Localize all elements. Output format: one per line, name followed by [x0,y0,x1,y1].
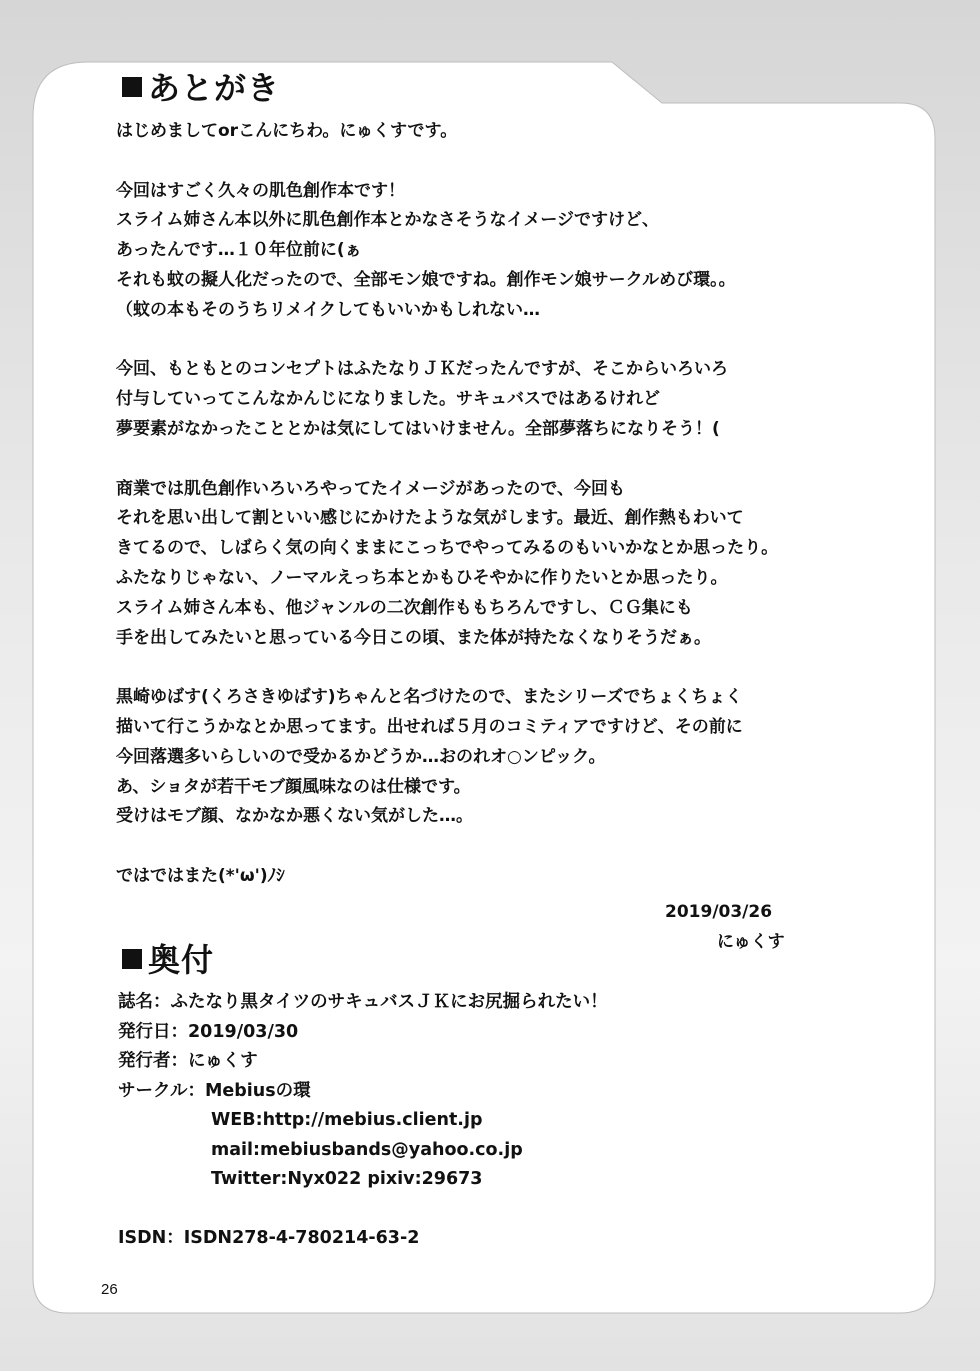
afterword-line: ではではまた(*'ω')ﾉｼ [116,865,285,886]
colophon-issue-date: 発行日：2019/03/30 [118,1021,299,1042]
afterword-line: 今回、もともとのコンセプトはふたなりＪＫだったんですが、そこからいろいろ [116,359,728,380]
colophon-title: 誌名：ふたなり黒タイツのサキュバスＪＫにお尻掘られたい！ [118,992,608,1012]
colophon-mail: mail:mebiusbands@yahoo.co.jp [211,1139,523,1160]
afterword-line: あったんです…１０年位前に(ぁ [116,240,362,261]
afterword-line: それを思い出して割といい感じにかけたような気がします。最近、創作熱もわいて [116,508,744,529]
afterword-line [116,653,856,683]
afterword-line [116,326,856,356]
colophon-web: WEB:http://mebius.client.jp [211,1110,483,1130]
colophon-sns: Twitter:Nyx022 pixiv:29673 [211,1169,483,1189]
afterword-author: にゅくす [717,932,785,952]
afterword-date: 2019/03/26 [665,902,773,922]
afterword-line: あ、ショタが若干モブ顔風味なのは仕様です。 [116,776,471,797]
afterword-line: それも蚊の擬人化だったので、全部モン娘ですね。創作モン娘サークルめび環。。 [116,269,736,290]
colophon-block [118,988,608,1195]
afterword-line: はじめましてorこんにちわ。にゅくすです。 [116,121,458,141]
afterword-line [116,445,856,475]
colophon-isdn: ISDN：ISDN278-4-780214-63-2 [118,1228,420,1248]
afterword-line: きてるので、しばらく気の向くままにこっちでやってみるのもいいかなとか思ったり。 [116,538,779,559]
afterword-heading-text: あとがき [148,69,281,107]
afterword-line: 夢要素がなかったこととかは気にしてはいけません。全部夢落ちになりそう！( [116,418,720,439]
afterword-line [116,147,856,177]
afterword-body [116,117,856,892]
afterword-line: スライム姉さん本以外に肌色創作本とかなさそうなイメージですけど、 [116,210,659,231]
afterword-line [116,832,856,862]
afterword-line: （蚊の本もそのうちリメイクしてもいいかもしれない… [116,299,540,320]
afterword-line: 商業では肌色創作いろいろやってたイメージがあったので、今回も [116,478,625,499]
afterword-heading [122,68,280,108]
colophon-publisher: 発行者：にゅくす [118,1051,258,1071]
afterword-line: 黒崎ゆばす(くろさきゆばす)ちゃんと名づけたので、またシリーズでちょくちょく [116,687,743,708]
colophon-heading [122,940,214,980]
afterword-line: 受けはモブ顔、なかなか悪くない気がした…。 [116,806,473,827]
afterword-line: 付与していってこんなかんじになりました。サキュバスではあるけれど [116,389,660,410]
page-number: 26 [101,1281,118,1298]
afterword-line: ふたなりじゃない、ノーマルえっち本とかもひそやかに作りたいとか思ったり。 [116,567,728,588]
afterword-line: 今回落選多いらしいので受かるかどうか…おのれオ○ンピック。 [116,746,606,767]
afterword-line: 今回はすごく久々の肌色創作本です！ [116,180,405,201]
afterword-line: スライム姉さん本も、他ジャンルの二次創作ももちろんですし、ＣＧ集にも [116,597,693,618]
colophon-heading-text: 奥付 [148,941,215,979]
afterword-line: 描いて行こうかなとか思ってます。出せれば５月のコミティアですけど、その前に [116,716,743,737]
colophon-circle: サークル：Mebiusの環 [118,1080,311,1101]
square-bullet-icon [122,77,142,97]
afterword-line: 手を出してみたいと思っている今日この頃、また体が持たなくなりそうだぁ。 [116,627,711,648]
square-bullet-icon [122,949,142,969]
